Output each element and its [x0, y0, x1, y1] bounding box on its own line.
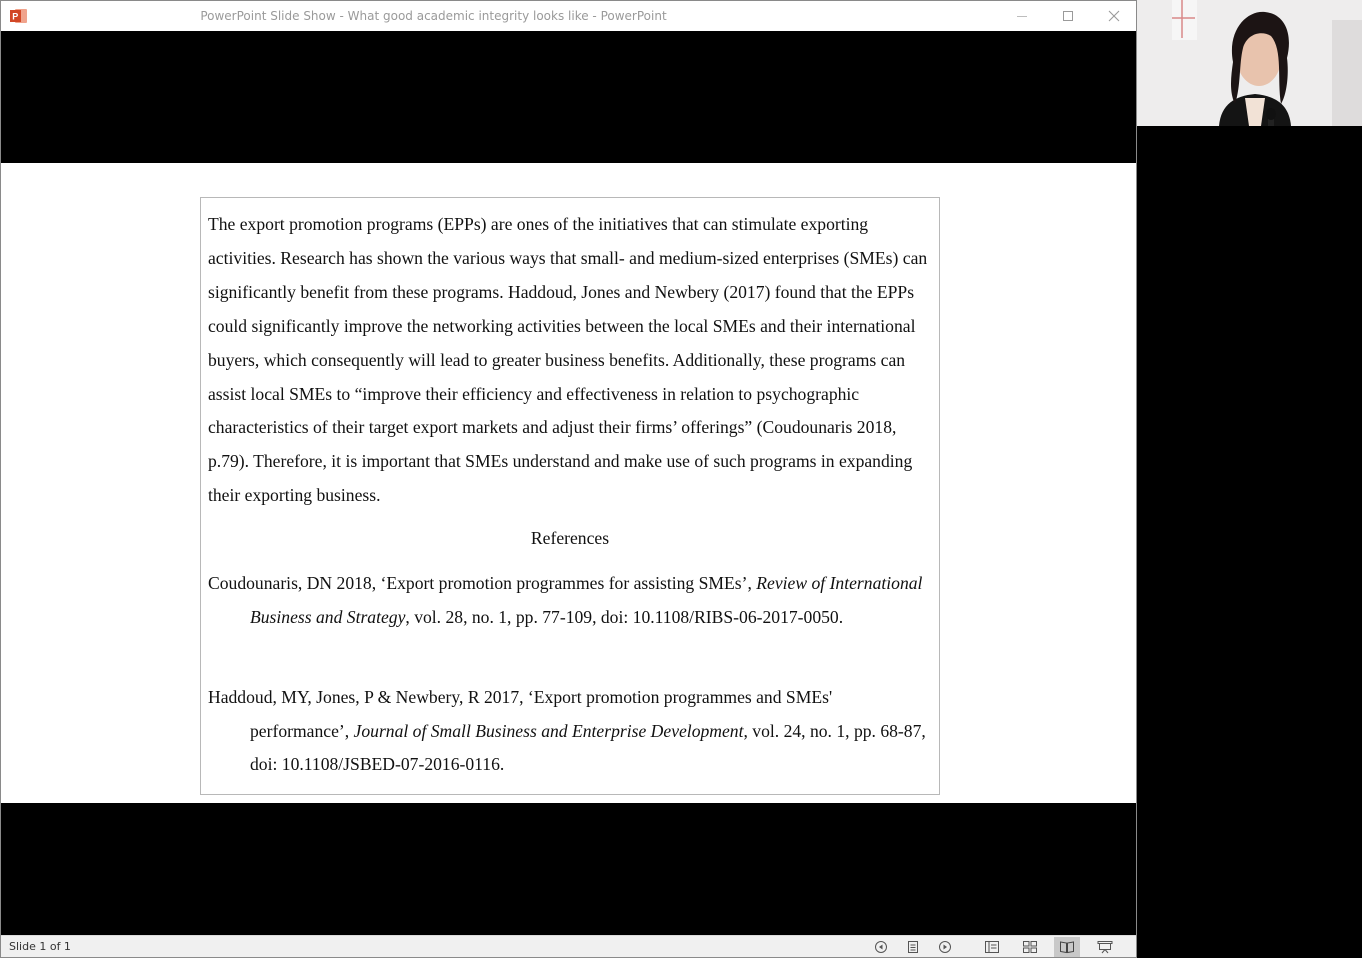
reference-entry: Haddoud, MY, Jones, P & Newbery, R 2017, ‘Export promotion programmes and SMEs' performance’, Journal of Small Business and Enterprise Development, vol. 24, no. 1, pp. 68-87, doi: 10.1108/JSBED-07-2016-0116. [208, 687, 926, 774]
slide-indicator: Slide 1 of 1 [9, 940, 71, 953]
presenter-webcam [1137, 0, 1362, 126]
normal-view-button[interactable] [979, 937, 1005, 957]
minimize-icon [1016, 10, 1028, 22]
previous-slide-button[interactable] [868, 937, 894, 957]
document-box [200, 197, 940, 795]
body-paragraph: The export promotion programs (EPPs) are ones of the initiatives that can stimulate exporting activities. Research has shown the various ways that small- and medium-sized enterprises (SMEs) can significantly benefit from these programs. Haddoud, Jones and Newbery (2017) found that the EPPs could significantly improve the networking activities between the local SMEs and their international buyers, which consequently will lead to greater business benefits. Additionally, these programs can assist local SMEs to “improve their efficiency and effectiveness in relation to psychographic characteristics of their target export markets and adjust their firms’ offerings” (Coudounaris 2018, p.79). Therefore, it is important that SMEs understand and make use of such programs in expanding their exporting business. [208, 214, 928, 506]
normal-view-icon [984, 940, 1000, 954]
reading-view-button[interactable] [1054, 937, 1080, 957]
title-bar[interactable] [1, 1, 1136, 31]
close-icon [1108, 10, 1120, 22]
presenter-video-icon [1137, 0, 1362, 126]
slideshow-icon [1097, 940, 1113, 954]
slideshow-button[interactable] [1092, 937, 1118, 957]
slide-menu-button[interactable] [900, 937, 926, 957]
slide-canvas[interactable] [1, 163, 1136, 803]
close-button[interactable] [1091, 1, 1137, 31]
journal-title: Journal of Small Business and Enterprise Development [353, 720, 744, 741]
reference-entry: Coudounaris, DN 2018, ‘Export promotion programmes for assisting SMEs’, Review of International Business and Strategy, vol. 28, no. 1, pp. 77-109, doi: 10.1108/RIBS-06-2017-0050. [208, 573, 923, 628]
status-bar [1, 935, 1136, 957]
menu-icon [907, 940, 919, 954]
minimize-button[interactable] [999, 1, 1045, 31]
next-icon [938, 940, 952, 954]
slide-sorter-icon [1022, 940, 1038, 954]
maximize-icon [1062, 10, 1074, 22]
black-background [1137, 126, 1362, 958]
slide-sorter-button[interactable] [1017, 937, 1043, 957]
window-title: PowerPoint Slide Show - What good academic integrity looks like - PowerPoint [200, 9, 667, 23]
svg-text:P: P [12, 11, 19, 22]
references-heading: References [530, 528, 610, 548]
maximize-button[interactable] [1045, 1, 1091, 31]
journal-title: Review of International Business and Strategy [250, 573, 923, 628]
previous-icon [874, 940, 888, 954]
next-slide-button[interactable] [932, 937, 958, 957]
reading-view-icon [1059, 940, 1075, 954]
